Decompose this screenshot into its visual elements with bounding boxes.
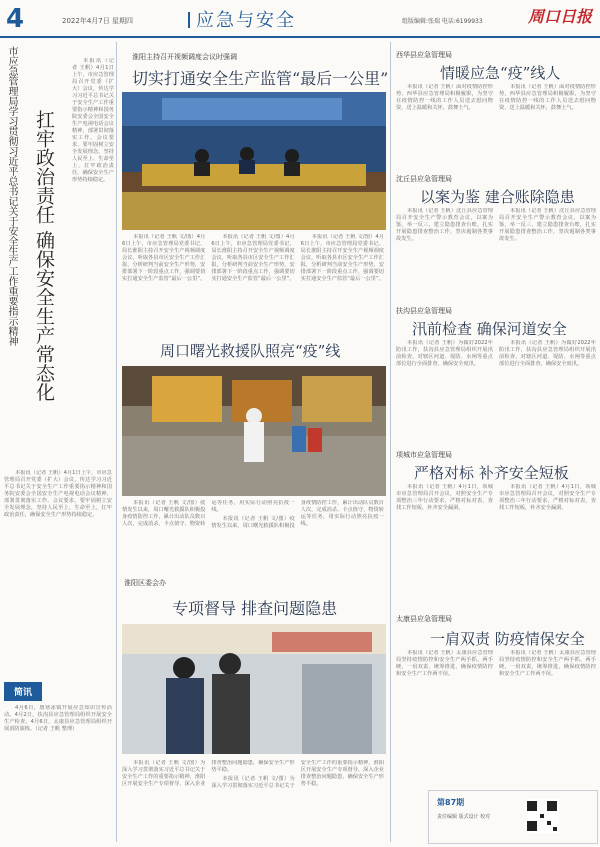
- section-bar: [188, 12, 190, 28]
- right-body-4: [396, 484, 596, 610]
- section-title: [188, 6, 296, 32]
- right-unit-2: 沈丘县应急管理局: [396, 175, 452, 183]
- supervise-photo-graphic: [122, 624, 386, 754]
- meeting-headline: 切实打通安全生产监管“最后一公里”: [132, 69, 389, 88]
- page-number: 4: [6, 4, 25, 34]
- left-article-side-body: [72, 58, 114, 458]
- right-headline-3: 汛前检查 确保河道安全: [412, 320, 567, 338]
- right-headline-4: 严格对标 补齐安全短板: [414, 464, 569, 482]
- footer-box: [428, 790, 598, 844]
- brief-text: 4月6日，惠寒冰镇开展应急知识宣传活动。4月2日，扶沟县应急管理局组织开展安全生产检查。4月6日，太康县应急管理局组织开展消防演练。（记者 王帆 整理）: [4, 705, 112, 732]
- right-text-2: 本报讯（记者 王帆）沈丘县应急管理局召开安全生产警示教育会议，以案为鉴，举一反三，建立隐患排查台账，扎实开展隐患排查整治工作，坚决遏制各类事故发生。: [396, 208, 493, 242]
- meeting-body: [122, 234, 384, 352]
- supervise-text-cont: 本报讯（记者 王帆 文/图）为深入学习贯彻落实习近平总书记关于安全生产工作的重要指示精神，淮阳区开展安全生产专项督导，深入企业排查整治问题隐患，确保安全生产形势平稳。: [211, 760, 384, 789]
- issue-number: 第87期: [437, 798, 465, 807]
- left-kicker: 市应急管理局学习贯彻习近平总书记关于安全生产工作重要指示精神: [6, 46, 17, 346]
- supervise-text: 本报讯（记者 王帆 文/图）为深入学习贯彻落实习近平总书记关于安全生产工作的重要指示精神，淮阳区开展安全生产专项督导，深入企业排查整治问题隐患，确保安全生产形势平稳。: [122, 760, 295, 787]
- meeting-kicker: 淮阳主持召开视频调度会议时强调: [132, 53, 237, 61]
- right-text-1b: 本报讯（记者 王帆）面对疫情防控形势，西华县应急管理局积极履职，为坚守在疫情防控一线的工作人员送去慰问物资，送上温暖和关怀，鼓舞士气。: [499, 84, 596, 111]
- left-article-body: [4, 470, 112, 670]
- right-body-2: [396, 208, 596, 294]
- masthead: [0, 0, 600, 38]
- brief-label: 简讯: [4, 682, 42, 701]
- right-unit-1: 西华县应急管理局: [396, 51, 452, 59]
- rescue-text: 本报讯（记者 王帆 文/图）疫情发生以来，周口曙光救援队积极投身疫情防控工作，累计出动队员数百人次，完成消杀、卡点值守、物资转运等任务，用实际行动照亮抗疫一线。: [122, 500, 295, 527]
- right-text-4b: 本报讯（记者 王帆）4月1日，项城市应急管理局召开会议，对照安全生产专项整治三年行动要求，严格对标对表，查找工作短板，补齐安全漏洞。: [499, 484, 596, 511]
- newspaper-logo: 周口日报: [527, 7, 592, 26]
- supervise-photo: [122, 624, 386, 754]
- center-column-rule: [390, 42, 391, 842]
- rescue-photo: [122, 366, 386, 496]
- supervise-headline: 专项督导 排查问题隐患: [172, 599, 338, 618]
- brief-body: [4, 705, 112, 845]
- right-headline-2: 以案为鉴 建合账除隐患: [420, 188, 575, 206]
- brief-box: [4, 680, 112, 845]
- right-text-2b: 本报讯（记者 王帆）沈丘县应急管理局召开安全生产警示教育会议，以案为鉴，举一反三，建立隐患排查台账，扎实开展隐患排查整治工作，坚决遏制各类事故发生。: [499, 208, 596, 242]
- meeting-text: 本报讯（记者 王帆 文/图）4月6日上午，市应急管理局党委书记、局长淮阳主持召开安全生产视频调度会议，听取各县市区安全生产工作汇报，分析研判当前安全生产形势，安排部署下一阶段重点工作，强调要切实打通安全生产监管“最后一公里”。: [122, 234, 206, 282]
- rescue-text-cont: 本报讯（记者 王帆 文/图）疫情发生以来，周口曙光救援队积极投身疫情防控工作，累计出动队员数百人次，完成消杀、卡点值守、物资转运等任务，用实际行动照亮抗疫一线。: [211, 500, 384, 529]
- left-article-side-text: 本报讯（记者 王帆）4月1日上午，市应急管理局召开党委（扩大）会议，传达学习习近平总书记关于安全生产工作重要指示精神和国务院安委会全国安全生产电视电话会议精神，部署贯彻落实工作。会议要求，要牢固树立安全发展理念，坚持人民至上、生命至上，扛牢政治责任，确保安全生产形势持续稳定。: [72, 58, 114, 183]
- meeting-photo: [122, 92, 386, 230]
- rescue-photo-graphic: [122, 366, 386, 496]
- right-body-3: [396, 340, 596, 436]
- section-label: 应急与安全: [196, 10, 296, 31]
- right-unit-3: 扶沟县应急管理局: [396, 307, 452, 315]
- right-text-3: 本报讯（记者 王帆）为做好2022年防汛工作，扶沟县应急管理局组织开展汛前检查，对辖区河道、堤防、水闸等重点部位进行全面排查，确保安全度汛。: [396, 340, 493, 367]
- editor-info: 组版编辑:张瑞 电话:6199933: [402, 18, 483, 25]
- right-headline-1: 情暖应急“疫”线人: [440, 64, 561, 82]
- rescue-body: [122, 500, 384, 570]
- qr-code-icon: [525, 799, 559, 833]
- right-text-3b: 本报讯（记者 王帆）为做好2022年防汛工作，扶沟县应急管理局组织开展汛前检查，对辖区河道、堤防、水闸等重点部位进行全面排查，确保安全度汛。: [499, 340, 596, 367]
- right-text-5b: 本报讯（记者 王帆）太康县应急管理局坚持疫情防控和安全生产两手抓、两手硬，一肩双责，统筹推进，确保疫情防控和安全生产工作两不误。: [499, 650, 596, 677]
- supervise-kicker: 淮阳区委会办: [124, 579, 166, 587]
- meeting-text-cont2: 本报讯（记者 王帆 文/图）4月6日上午，市应急管理局党委书记、局长淮阳主持召开安全生产视频调度会议，听取各县市区安全生产工作汇报，分析研判当前安全生产形势，安排部署下一阶段重点工作，强调要切实打通安全生产监管“最后一公里”。: [300, 234, 384, 282]
- meeting-text-cont: 本报讯（记者 王帆 文/图）4月6日上午，市应急管理局党委书记、局长淮阳主持召开安全生产视频调度会议，听取各县市区安全生产工作汇报，分析研判当前安全生产形势，安排部署下一阶段重点工作，强调要切实打通安全生产监管“最后一公里”。: [211, 234, 295, 282]
- footer-credits: 责任编辑 版式设计 校对: [437, 814, 491, 820]
- right-headline-5: 一肩双责 防疫情保安全: [430, 630, 585, 648]
- meeting-photo-graphic: [122, 92, 386, 230]
- right-unit-5: 太康县应急管理局: [396, 615, 452, 623]
- right-body-1: [396, 84, 596, 170]
- left-article-text: 本报讯（记者 王帆）4月1日上午，市应急管理局召开党委（扩大）会议，传达学习习近平总书记关于安全生产工作重要指示精神和国务院安委会全国安全生产电视电话会议精神，部署贯彻落实工作。会议要求，要牢固树立安全发展理念，坚持人民至上、生命至上，扛牢政治责任，确保安全生产形势持续稳定。: [4, 470, 112, 518]
- left-headline: 扛牢政治责任 确保安全生产常态化: [33, 110, 55, 402]
- issue-date: 2022年4月7日 星期四: [62, 17, 133, 25]
- right-text-5: 本报讯（记者 王帆）太康县应急管理局坚持疫情防控和安全生产两手抓、两手硬，一肩双责，统筹推进，确保疫情防控和安全生产工作两不误。: [396, 650, 493, 677]
- right-unit-4: 项城市应急管理局: [396, 451, 452, 459]
- right-text-1: 本报讯（记者 王帆）面对疫情防控形势，西华县应急管理局积极履职，为坚守在疫情防控一线的工作人员送去慰问物资，送上温暖和关怀，鼓舞士气。: [396, 84, 493, 111]
- supervise-body: [122, 760, 384, 842]
- right-text-4: 本报讯（记者 王帆）4月1日，项城市应急管理局召开会议，对照安全生产专项整治三年行动要求，严格对标对表，查找工作短板，补齐安全漏洞。: [396, 484, 493, 511]
- rescue-headline: 周口曙光救援队照亮“疫”线: [160, 342, 341, 360]
- right-body-5: [396, 650, 596, 786]
- left-column-rule: [116, 42, 117, 842]
